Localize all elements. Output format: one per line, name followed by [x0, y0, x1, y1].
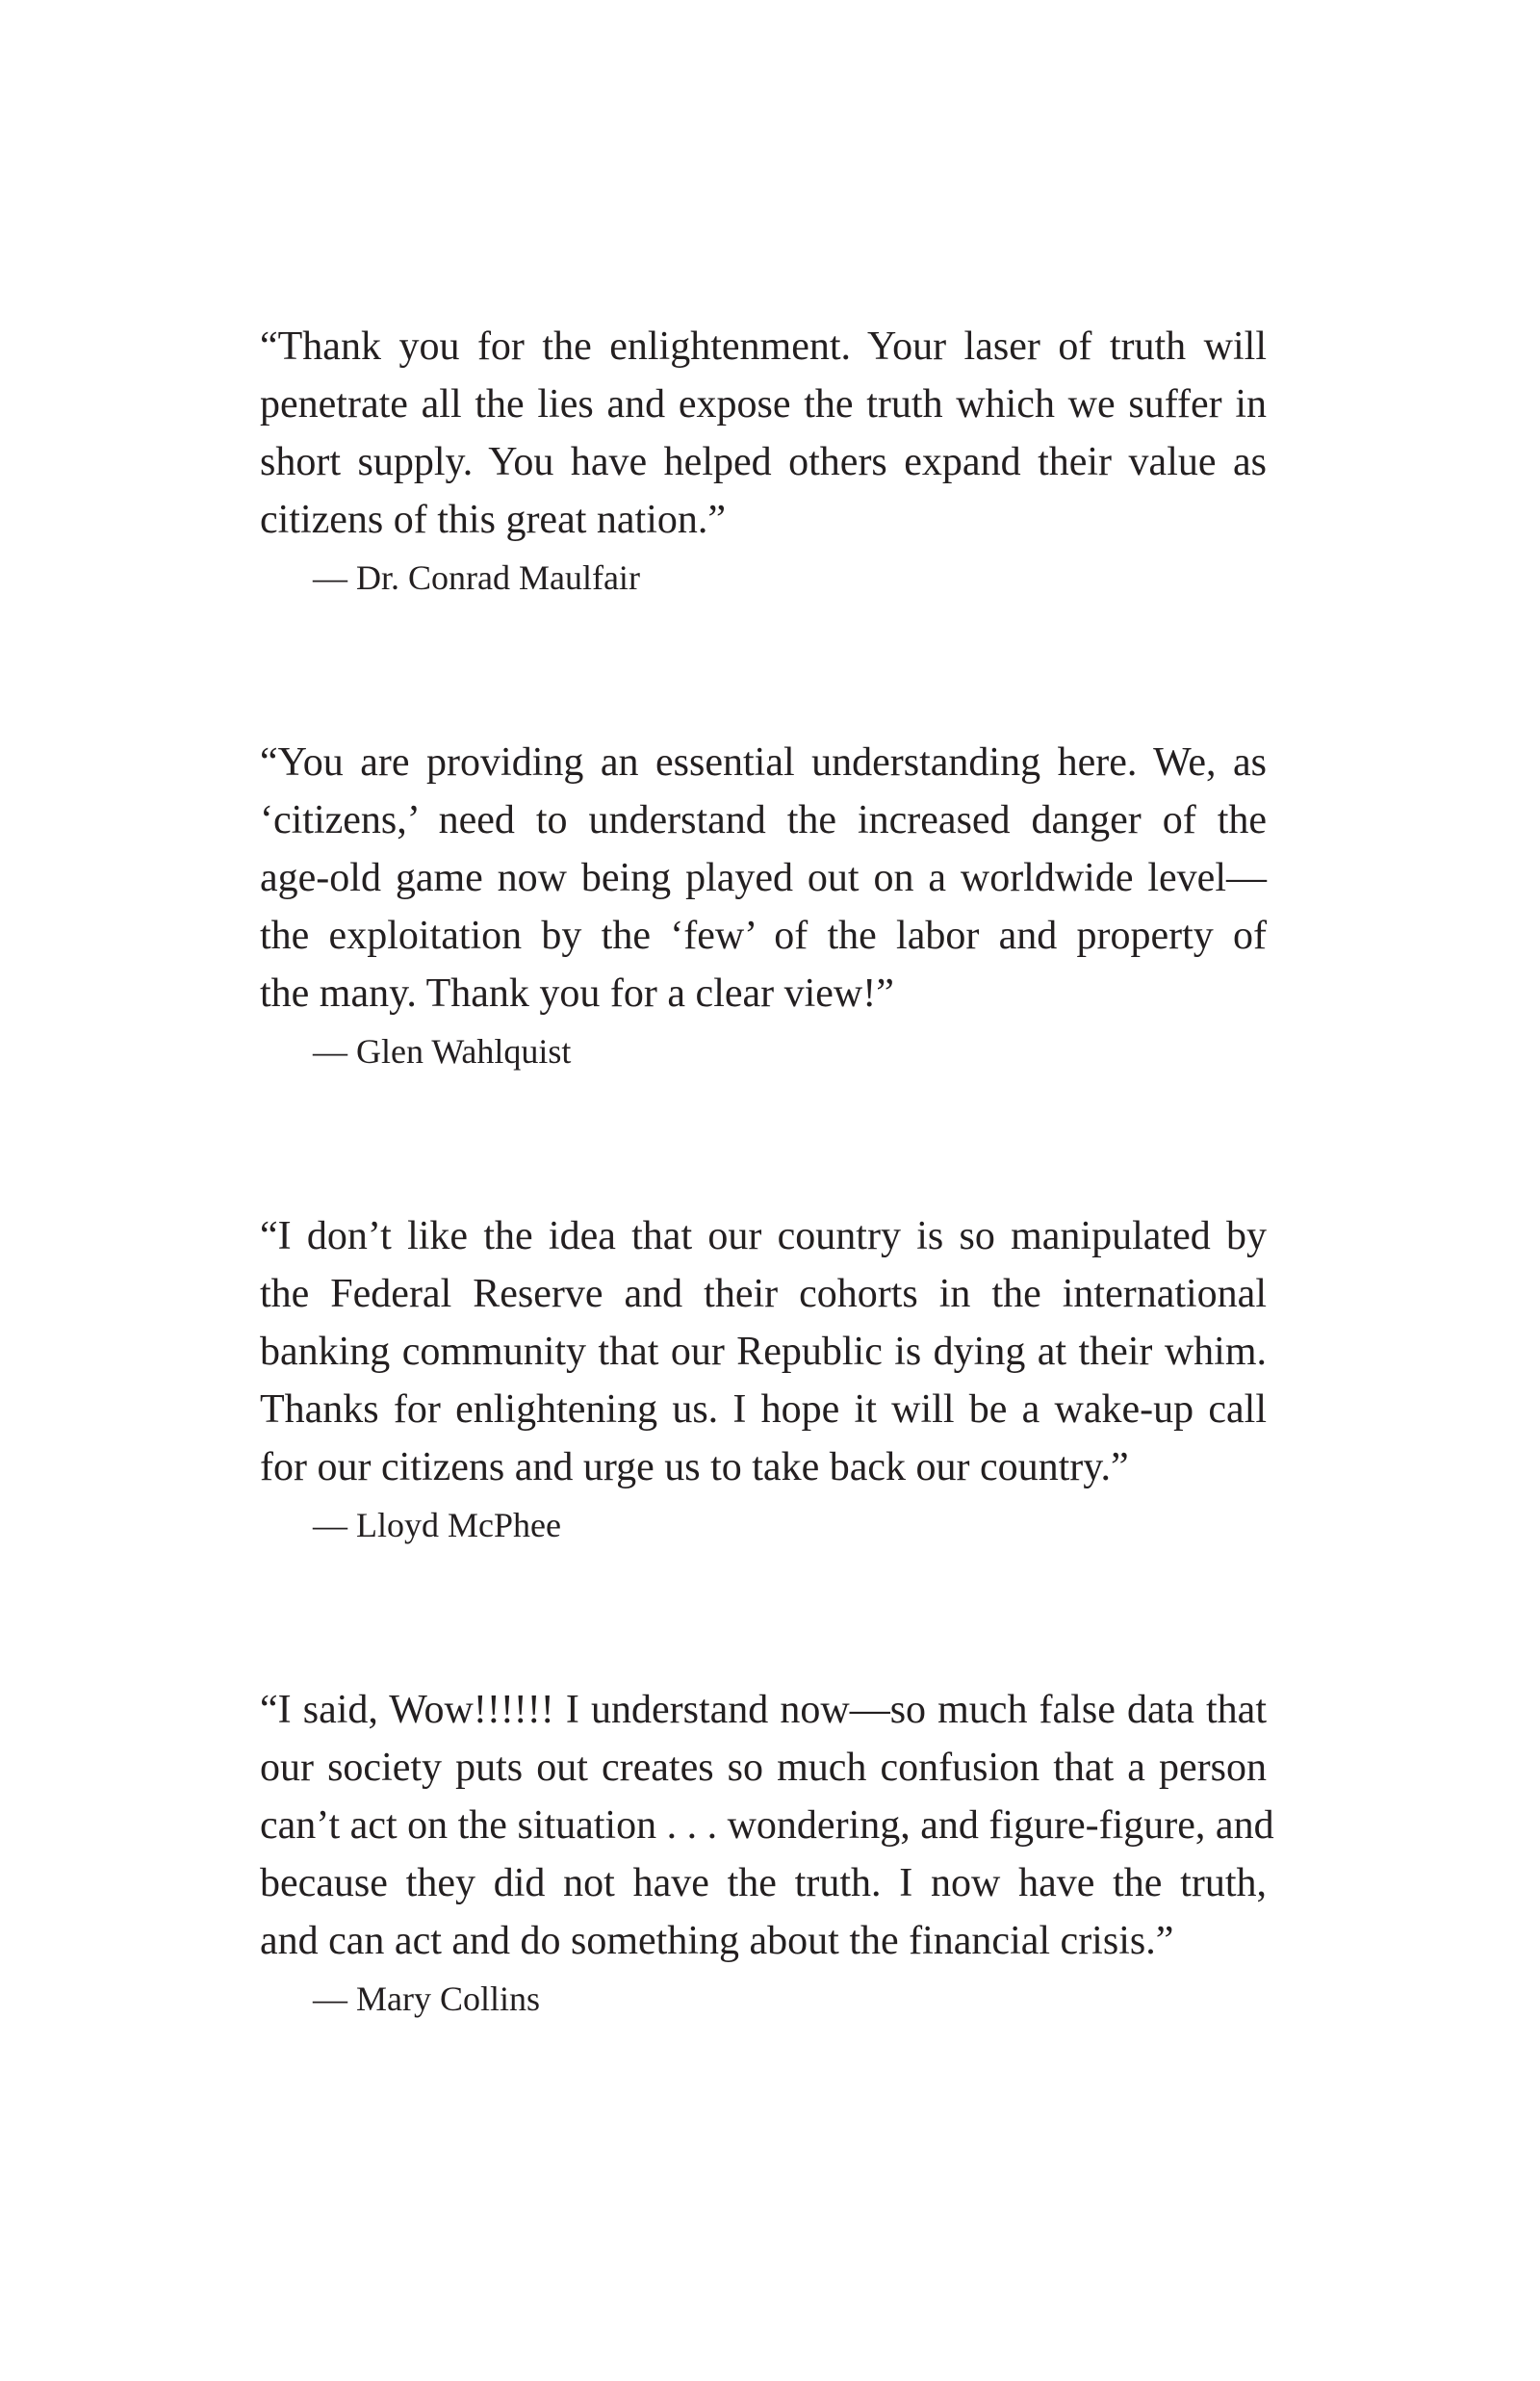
- quote-line: the many. Thank you for a clear view!”: [260, 971, 894, 1016]
- quote-line: for our citizens and urge us to take back our country.”: [260, 1445, 1129, 1489]
- testimonial-conrad-maulfair: [260, 318, 1267, 607]
- quote-line: because they did not have the truth. I now have the truth,: [260, 1861, 1267, 1905]
- attribution: — Glen Wahlquist: [313, 1032, 572, 1071]
- quote-line: and can act and do something about the financial crisis.”: [260, 1919, 1174, 1963]
- testimonials-column: [260, 318, 1274, 2028]
- attribution: — Dr. Conrad Maulfair: [313, 558, 640, 597]
- quote-line: “Thank you for the enlightenment. Your laser of truth will: [260, 324, 1267, 369]
- quote-line: citizens of this great nation.”: [260, 498, 727, 542]
- testimonial-lloyd-mcphee: [260, 1207, 1267, 1554]
- quote-line: penetrate all the lies and expose the truth which we suffer in: [260, 382, 1267, 427]
- quote-line: short supply. You have helped others expand their value as: [260, 440, 1267, 484]
- testimonial-glen-wahlquist: [260, 734, 1267, 1080]
- quote-line: the exploitation by the ‘few’ of the labor and property of: [260, 914, 1267, 958]
- quote-line: ‘citizens,’ need to understand the increased danger of the: [260, 798, 1267, 842]
- quote-line: the Federal Reserve and their cohorts in the international: [260, 1272, 1267, 1316]
- quote-line: our society puts out creates so much confusion that a person: [260, 1746, 1267, 1790]
- testimonial-mary-collins: [260, 1681, 1274, 2028]
- quote-line: age-old game now being played out on a worldwide level—: [260, 856, 1267, 900]
- quote-line: “You are providing an essential understanding here. We, as: [260, 740, 1267, 785]
- attribution: — Lloyd McPhee: [313, 1506, 561, 1544]
- quote-line: Thanks for enlightening us. I hope it will be a wake-up call: [260, 1387, 1267, 1432]
- attribution: — Mary Collins: [313, 1980, 541, 2018]
- quote-line: “I said, Wow!!!!!! I understand now—so much false data that: [260, 1688, 1267, 1732]
- quote-line: can’t act on the situation . . . wondering, and figure-figure, and: [260, 1803, 1274, 1848]
- quote-line: banking community that our Republic is dying at their whim.: [260, 1330, 1267, 1374]
- quote-line: “I don’t like the idea that our country is so manipulated by: [260, 1214, 1267, 1258]
